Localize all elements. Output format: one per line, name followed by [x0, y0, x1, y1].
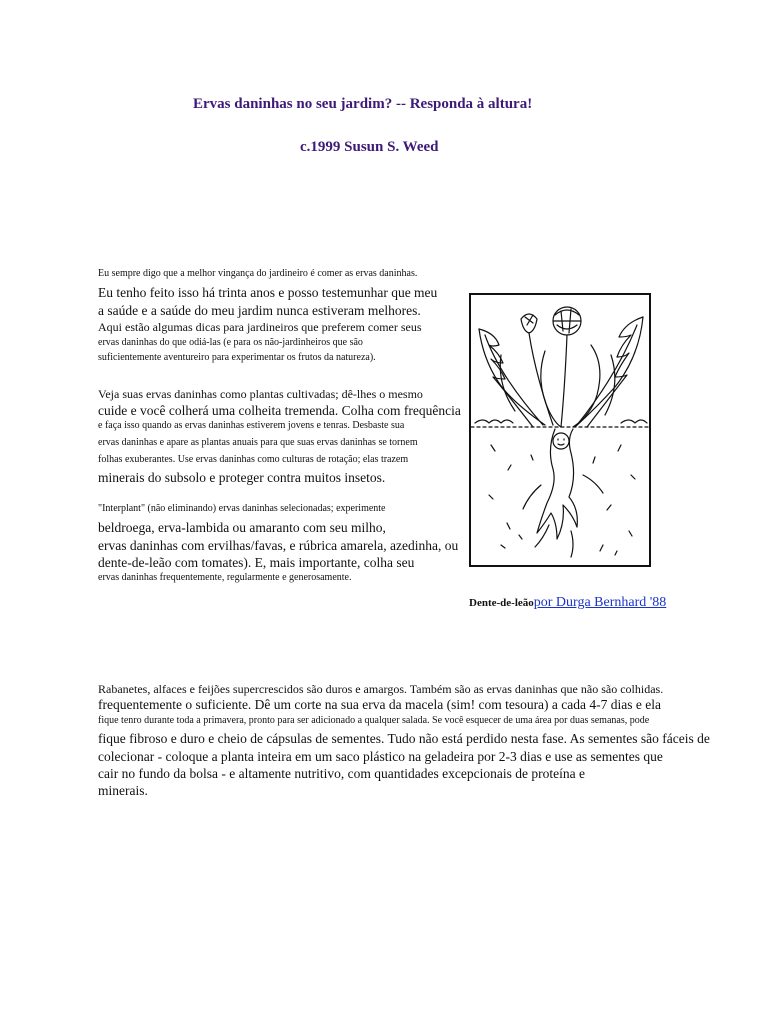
intro-line: a saúde e a saúde do meu jardim nunca estiveram melhores. [98, 303, 421, 318]
para4-line: Rabanetes, alfaces e feijões supercrescidos são duros e amargos. Também são as ervas daninhas que não são colhidas. [98, 682, 664, 696]
para2-line: e faça isso quando as ervas daninhas estiverem jovens e tenras. Desbaste sua [98, 420, 405, 431]
para2-line: minerais do subsolo e proteger contra muitos insetos. [98, 470, 386, 485]
para4-line: colecionar - coloque a planta inteira em um saco plástico na geladeira por 2-3 dias e use as sementes que [98, 749, 663, 764]
para3-line: "Interplant" (não eliminando) ervas daninhas selecionadas; experimente [98, 503, 386, 514]
para2-line: ervas daninhas e apare as plantas anuais para que suas ervas daninhas se tornem [98, 437, 418, 448]
intro-line: suficientemente aventureiro para experimentar os frutos da natureza). [98, 352, 376, 363]
para2-line: folhas exuberantes. Use ervas daninhas como culturas de rotação; elas trazem [98, 454, 409, 465]
intro-line: ervas daninhas do que odiá-las (e para os não-jardinheiros que são [98, 337, 363, 348]
para4-line: fique tenro durante toda a primavera, pronto para ser adicionado a qualquer salada. Se você esquecer de uma área por duas semanas, pode [98, 715, 650, 726]
para2-line: Veja suas ervas daninhas como plantas cultivadas; dê-lhes o mesmo [98, 387, 423, 401]
intro-line: Eu tenho feito isso há trinta anos e posso testemunhar que meu [98, 285, 438, 300]
para3-line: ervas daninhas com ervilhas/favas, e rúbrica amarela, azedinha, ou [98, 538, 459, 553]
para4-line: fique fibroso e duro e cheio de cápsulas de sementes. Tudo não está perdido nesta fase. As sementes são fáceis de [98, 731, 710, 746]
para3-line: dente-de-leão com tomates). E, mais importante, colha seu [98, 555, 415, 570]
para3-line: ervas daninhas frequentemente, regularmente e generosamente. [98, 572, 352, 583]
article-title: Ervas daninhas no seu jardim? -- Responda à altura! [193, 96, 533, 112]
para3-line: beldroega, erva-lambida ou amaranto com seu milho, [98, 520, 386, 535]
para4-line: cair no fundo da bolsa - e altamente nutritivo, com quantidades excepcionais de proteína e [98, 766, 585, 781]
caption-label: Dente-de-leão [469, 597, 534, 609]
intro-line: Aqui estão algumas dicas para jardineiros que preferem comer seus [98, 320, 422, 334]
caption-credit-link[interactable]: por Durga Bernhard '88 [533, 595, 667, 610]
dandelion-illustration [469, 293, 651, 567]
para2-line: cuide e você colherá uma colheita tremenda. Colha com frequência [98, 403, 461, 418]
intro-line: Eu sempre digo que a melhor vingança do jardineiro é comer as ervas daninhas. [98, 268, 418, 279]
illustration-caption [469, 593, 666, 611]
article-author: c.1999 Susun S. Weed [300, 139, 439, 155]
dandelion-drawing [471, 295, 649, 565]
para4-line: frequentemente o suficiente. Dê um corte na sua erva da macela (sim! com tesoura) a cada 4-7 dias e ela [98, 697, 661, 712]
para4-line: minerais. [98, 783, 148, 798]
